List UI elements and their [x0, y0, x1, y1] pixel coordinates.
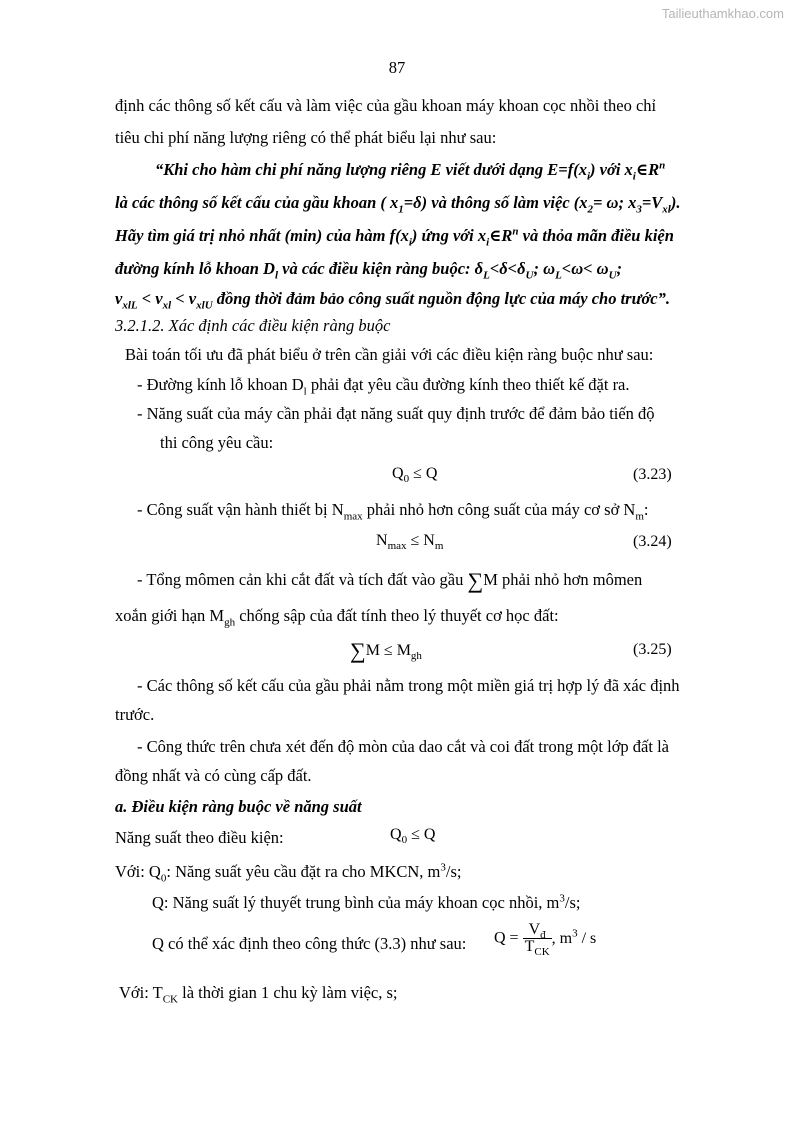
quote-line-5: $v_{xlL} < v_{xl} < v_{xlU}$ đồng thời đảm bảo công suất nguồn động lực của máy cho trước”. — [115, 289, 671, 312]
quote-line-4: đường kính lỗ khoan $D_l$ và các điều kiện ràng buộc: $\delta_L<\delta<\delta_U$; $\omega_L<\omega< \omega_U$; — [115, 259, 623, 282]
definition-tck: Với: $T_{CK}$ là thời gian 1 chu kỳ làm việc, s; — [119, 983, 398, 1006]
quote-line-1: “Khi cho hàm chi phí năng lượng riêng E viết dưới dạng $E=f(x_i)$ với $x_i\in R^n$ — [155, 159, 666, 183]
intro-line-1: định các thông số kết cấu và làm việc của gầu khoan máy khoan cọc nhồi theo chỉ — [115, 96, 657, 115]
productivity-condition-equation: $Q_0 \le Q$ — [390, 826, 436, 847]
bullet-borehole-diameter: - Đường kính lỗ khoan $D_l$ phải đạt yêu cầu đường kính theo thiết kế đặt ra. — [137, 375, 630, 398]
bullet-structural-params-cont: trước. — [115, 705, 155, 724]
equation-number-3-23: (3.23) — [633, 466, 672, 483]
section-heading: 3.2.1.2. Xác định các điều kiện ràng buộc — [115, 316, 391, 335]
formula-fraction: $\frac{V_đ}{T_{CK}}$ — [524, 921, 550, 959]
bullet-wear-note-cont: đồng nhất và có cùng cấp đất. — [115, 766, 312, 785]
definition-q0: Với: $Q_0$: Năng suất yêu cầu đặt ra cho MKCN, $m^3/s$; — [115, 861, 462, 885]
formula-intro: Q có thể xác định theo công thức (3.3) như sau: — [152, 934, 467, 953]
bullet-wear-note: - Công thức trên chưa xét đến độ mòn của dao cắt và coi đất trong một lớp đất là — [137, 737, 669, 756]
bullet-power: - Công suất vận hành thiết bị $N_{max}$ phải nhỏ hơn công suất của máy cơ sở $N_m$: — [137, 500, 649, 523]
productivity-condition-label: Năng suất theo điều kiện: — [115, 828, 284, 847]
constraints-intro: Bài toán tối ưu đã phát biểu ở trên cần giải với các điều kiện ràng buộc như sau: — [125, 345, 654, 364]
equation-number-3-24: (3.24) — [633, 533, 672, 550]
bullet-torque-cont: xoắn giới hạn $M_{gh}$ chống sập của đất tính theo lý thuyết cơ học đất: — [115, 606, 559, 629]
watermark: Tailieuthamkhao.com — [661, 6, 784, 21]
bullet-productivity: - Năng suất của máy cần phải đạt năng suất quy định trước để đảm bảo tiến độ — [137, 404, 655, 423]
formula-q: Q = $\frac{V_đ}{T_{CK}}$ , $m^3$ / s — [494, 921, 597, 959]
definition-q: Q: Năng suất lý thuyết trung bình của máy khoan cọc nhồi, $m^3/s$; — [152, 892, 581, 912]
subsection-heading: a. Điều kiện ràng buộc về năng suất — [115, 797, 362, 816]
intro-line-2: tiêu chi phí năng lượng riêng có thể phát biểu lại như sau: — [115, 128, 497, 147]
bullet-structural-params: - Các thông số kết cấu của gầu phải nằm trong một miền giá trị hợp lý đã xác định — [137, 676, 680, 695]
quote-line-2: là các thông số kết cấu của gầu khoan ( $x_1=\delta$) và thông số làm việc ($x_2= \omega$; $x_3=V_{xl}$). — [115, 193, 681, 216]
equation-3-23: $Q_0 \le Q$ — [392, 465, 438, 486]
quote-line-3: Hãy tìm giá trị nhỏ nhất (min) của hàm $f(x_i)$ ứng với $x_i\in R^n$ và thỏa mãn điều kiện — [115, 225, 674, 249]
page-number: 87 — [388, 58, 406, 77]
equation-3-24: $N_{max} \le N_m$ — [376, 532, 444, 553]
bullet-torque: - Tổng mômen cản khi cắt đất và tích đất vào gầu ∑M phải nhỏ hơn mômen — [137, 568, 643, 593]
equation-3-25: $\sum M \le M_{gh}$ — [350, 638, 422, 663]
equation-number-3-25: (3.25) — [633, 641, 672, 658]
bullet-productivity-cont: thi công yêu cầu: — [160, 433, 274, 452]
